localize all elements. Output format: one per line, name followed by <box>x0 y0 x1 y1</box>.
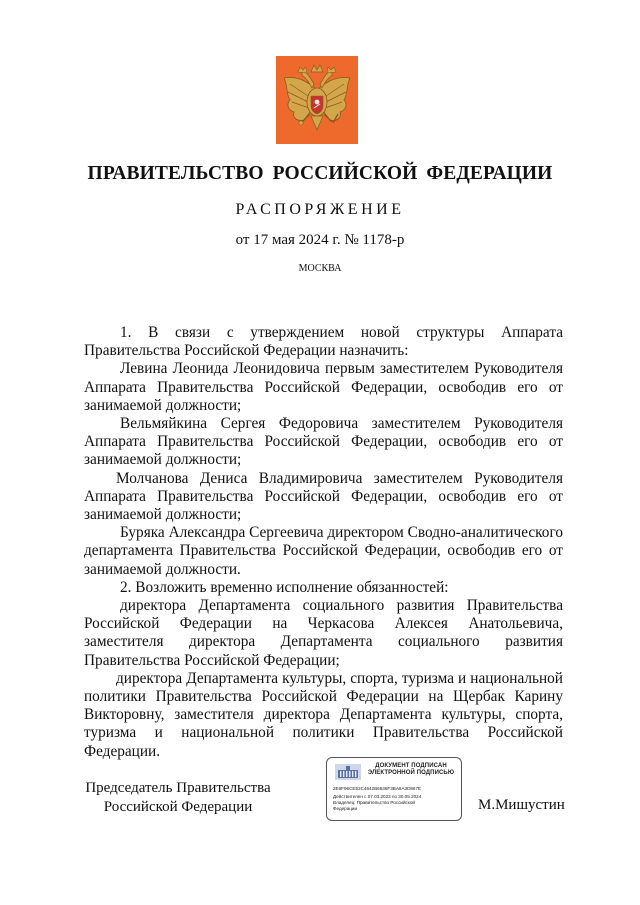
paragraph-appointment-molchanov: Молчанова Дениса Владимировича заместителем Руководителя Аппарата Правительства Российской Федерации, освободив его от занимаемой должности; <box>84 469 563 524</box>
esign-heading-line-2: ЭЛЕКТРОННОЙ ПОДПИСЬЮ <box>367 770 455 776</box>
esign-heading-line-1: ДОКУМЕНТ ПОДПИСАН <box>375 763 447 769</box>
esign-header <box>331 762 457 782</box>
esign-owner-line-1: Владелец: Правительство Российской <box>333 800 415 805</box>
paragraph-acting-cherkasov: директора Департамента социального развития Правительства Российской Федерации на Черкасова Алексея Анатольевича, заместителя директора Департамента социального развития Правительства Российской Федерации; <box>84 597 563 669</box>
signatory-name: М.Мишустин <box>478 797 565 813</box>
government-title: ПРАВИТЕЛЬСТВО РОССИЙСКОЙ ФЕДЕРАЦИИ <box>87 163 553 184</box>
signatory-position <box>78 779 278 817</box>
document-type: РАСПОРЯЖЕНИЕ <box>235 201 405 218</box>
order-body <box>84 324 563 761</box>
double-headed-eagle-icon <box>276 56 358 144</box>
paragraph-appointment-buryak: Буряка Александра Сергеевича директором Сводно-аналитического департамента Правительства Российской Федерации, освободив его от занимаемой должности. <box>84 524 563 578</box>
esign-validity: Действителен с 07.03.2023 по 30.05.2024 <box>333 794 422 799</box>
signatory-position-line-1: Председатель Правительства <box>85 780 271 796</box>
esign-heading <box>363 763 459 777</box>
paragraph-2: 2. Возложить временно исполнение обязанностей: <box>120 578 449 596</box>
paragraph-1: 1. В связи с утверждением новой структуры Аппарата Правительства Российской Федерации назначить: <box>84 324 563 360</box>
paragraph-appointment-velmyaikin: Вельмяйкина Сергея Федоровича заместителем Руководителя Аппарата Правительства Российской Федерации, освободив его от занимаемой должности; <box>84 415 563 469</box>
signatory-position-line-2: Российской Федерации <box>103 799 253 815</box>
paragraph-appointment-levin: Левина Леонида Леонидовича первым заместителем Руководителя Аппарата Правительства Российской Федерации, освободив его от занимаемой должности; <box>84 360 563 414</box>
electronic-signature-stamp <box>326 757 462 821</box>
document-date-number: от 17 мая 2024 г. № 1178-р <box>235 232 405 248</box>
document-city: МОСКВА <box>298 263 342 274</box>
state-emblem <box>276 56 358 144</box>
esign-owner-line-2: Федерации <box>333 806 358 811</box>
paragraph-acting-shcherbak: директора Департамента культуры, спорта, туризма и национальной политики Правительства Российской Федерации на Щербак Карину Викторовну, заместителя директора Департамента культуры, спорта, туризма и национальной политики Правительства Российской Федерации. <box>84 669 563 760</box>
esign-serial: 2E6F96CE53C4642B6636F3BA8A3D867E <box>333 786 422 791</box>
government-building-icon <box>335 764 361 780</box>
